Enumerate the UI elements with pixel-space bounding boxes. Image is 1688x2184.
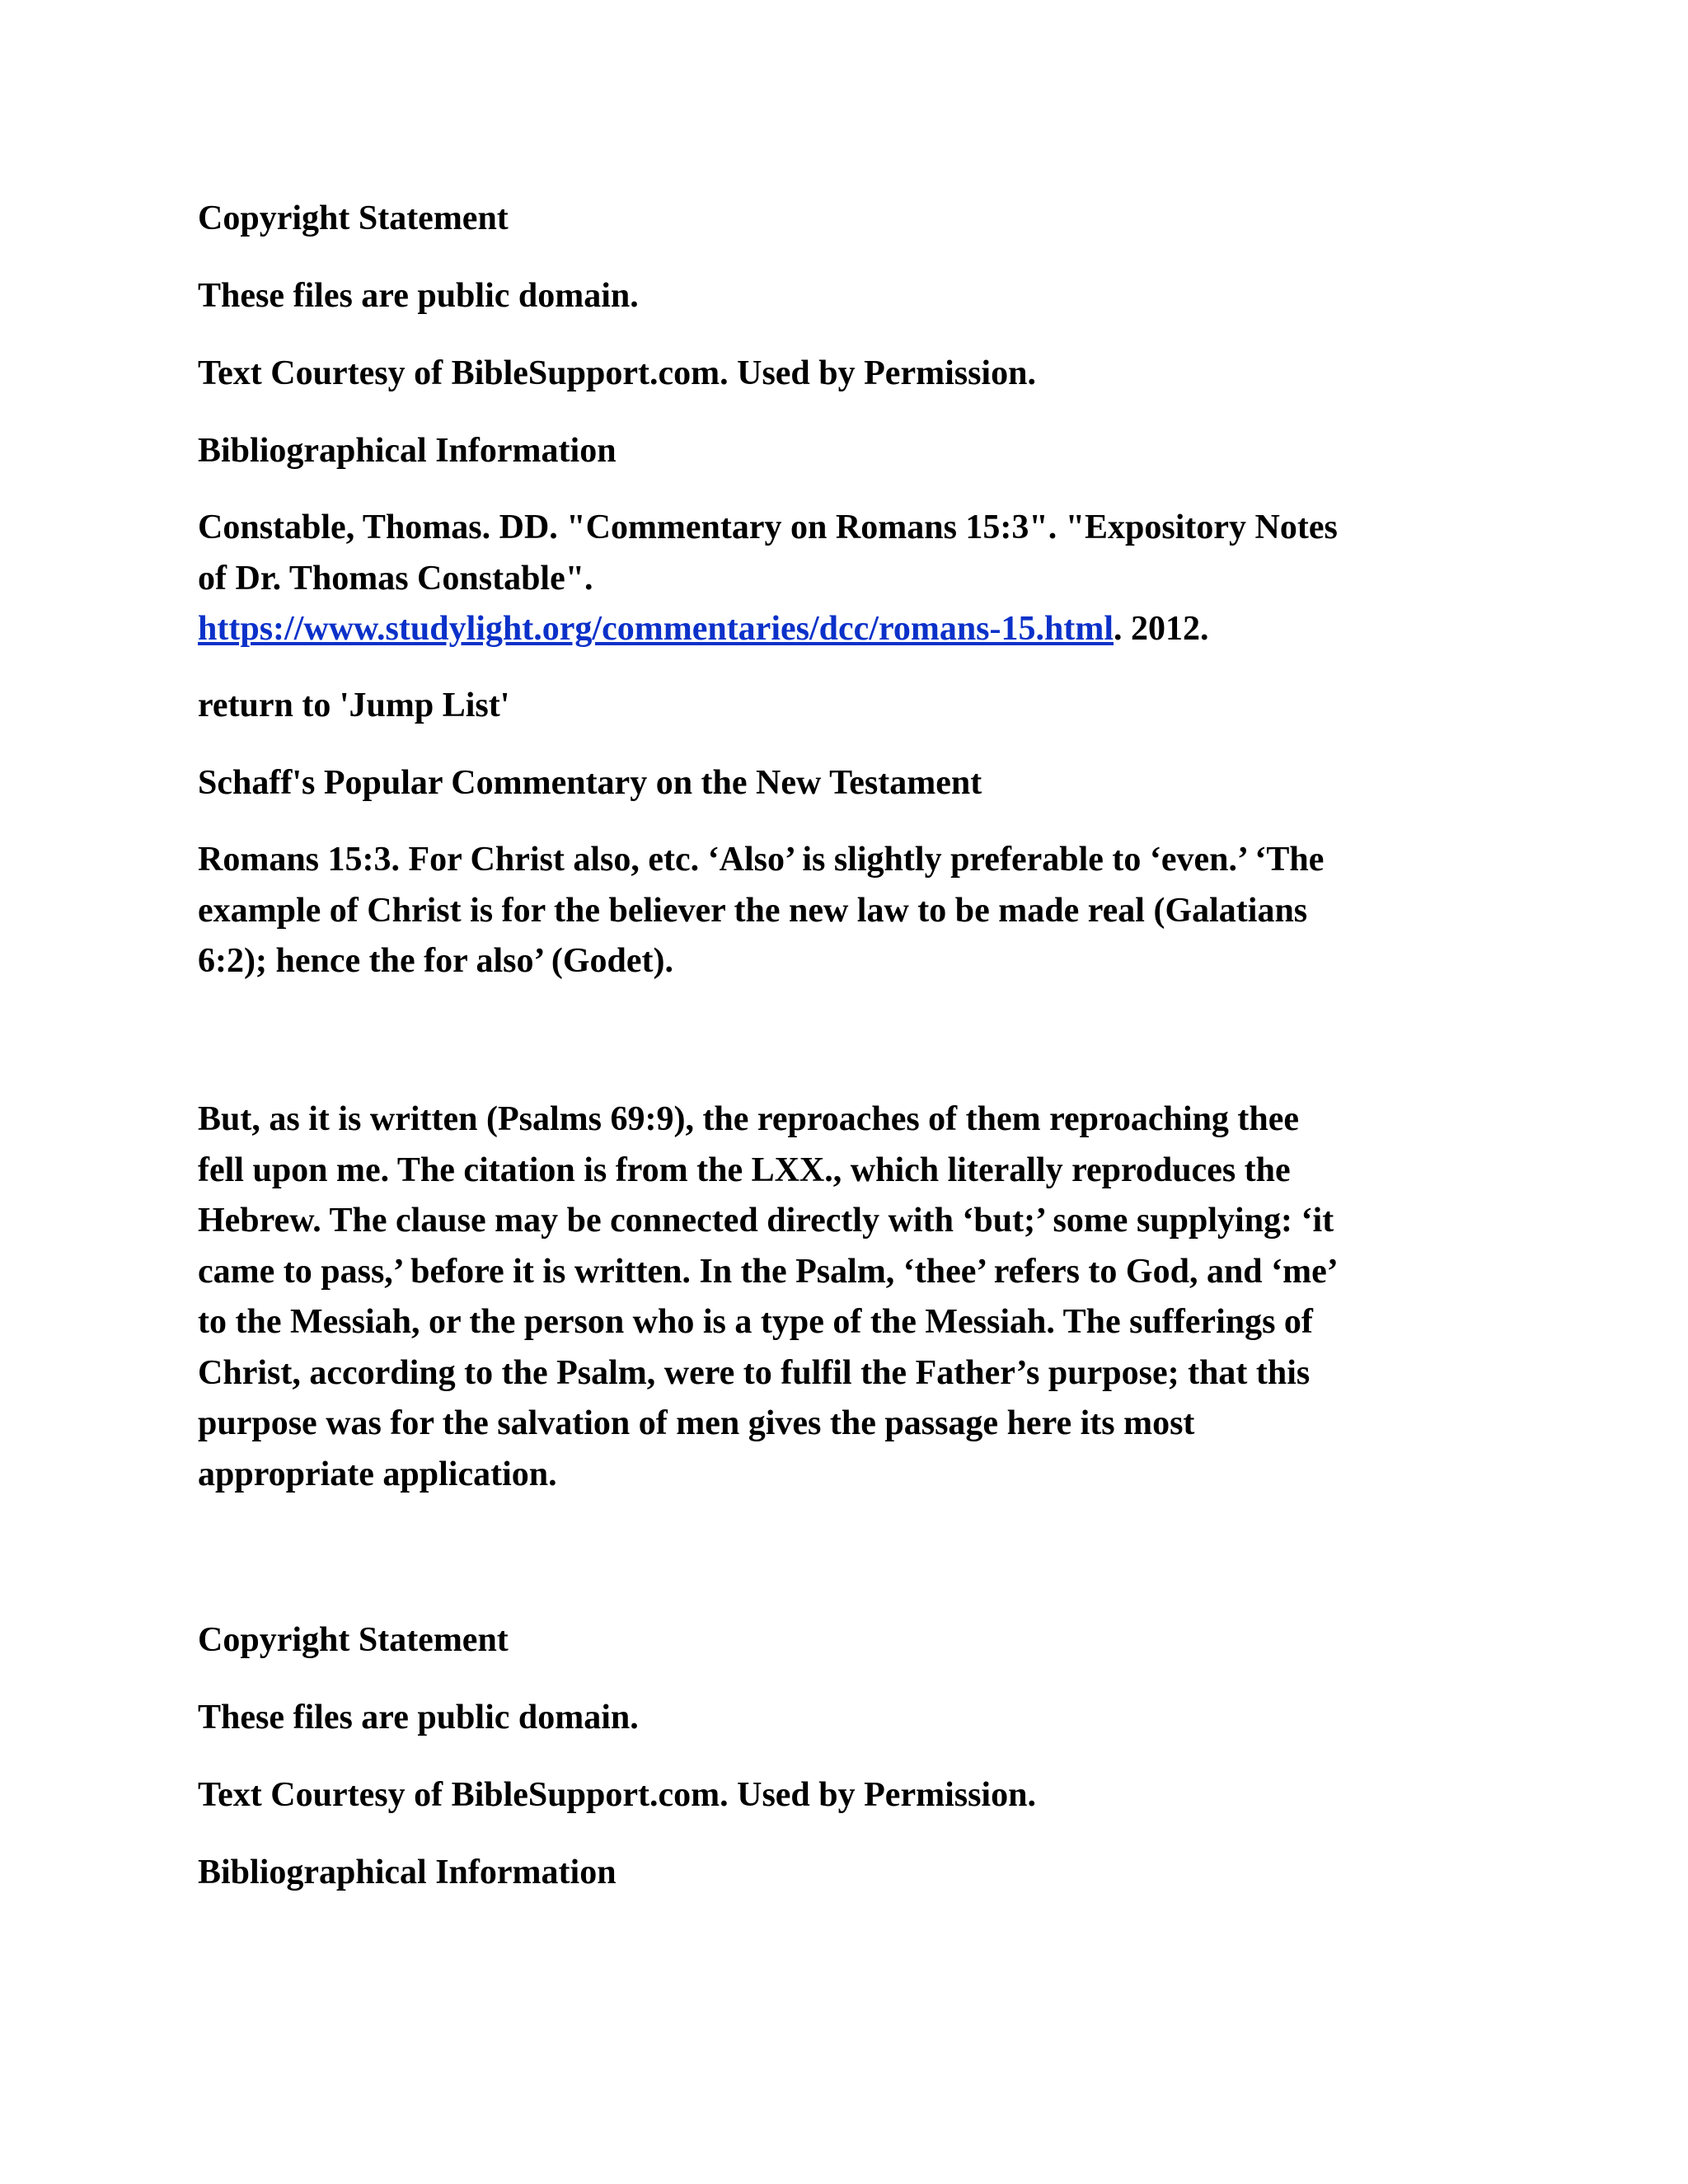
citation-line-1: Constable, Thomas. DD. "Commentary on Romans 15:3". "Expository Notes — [198, 509, 1338, 546]
bibliographical-heading-2: Bibliographical Information — [198, 1854, 617, 1891]
public-domain-statement-2: These files are public domain. — [198, 1699, 639, 1736]
commentary-paragraph-2 — [198, 1094, 1500, 1500]
citation-line-3 — [198, 604, 1500, 655]
paragraph-line: But, as it is written (Psalms 69:9), the reproaches of them reproaching thee — [198, 1100, 1300, 1138]
paragraph-line: fell upon me. The citation is from the LXX., which literally reproduces the — [198, 1151, 1291, 1189]
paragraph-line: appropriate application. — [198, 1455, 557, 1493]
courtesy-statement: Text Courtesy of BibleSupport.com. Used by Permission. — [198, 354, 1036, 392]
paragraph-line: Romans 15:3. For Christ also, etc. ‘Also’ is slightly preferable to ‘even.’ ‘The — [198, 841, 1325, 879]
citation-line-2: of Dr. Thomas Constable". — [198, 559, 593, 598]
courtesy-statement-2: Text Courtesy of BibleSupport.com. Used by Permission. — [198, 1776, 1036, 1814]
paragraph-line: example of Christ is for the believer the new law to be made real (Galatians — [198, 891, 1308, 930]
commentary-title: Schaff's Popular Commentary on the New Testament — [198, 764, 982, 802]
paragraph-line: to the Messiah, or the person who is a type of the Messiah. The sufferings of — [198, 1303, 1313, 1341]
paragraph-line: Christ, according to the Psalm, were to fulfil the Father’s purpose; that this — [198, 1353, 1311, 1392]
paragraph-line: 6:2); hence the for also’ (Godet). — [198, 942, 673, 980]
citation-link[interactable]: https://www.studylight.org/commentaries/dcc/romans-15.html — [198, 610, 1114, 648]
citation-year: . 2012. — [1114, 610, 1209, 648]
copyright-heading-2: Copyright Statement — [198, 1621, 509, 1659]
citation — [198, 503, 1500, 655]
copyright-heading: Copyright Statement — [198, 199, 509, 237]
commentary-paragraph-1 — [198, 835, 1500, 987]
public-domain-statement: These files are public domain. — [198, 277, 639, 315]
bibliographical-heading: Bibliographical Information — [198, 432, 617, 470]
paragraph-line: came to pass,’ before it is written. In the Psalm, ‘thee’ refers to God, and ‘me’ — [198, 1252, 1339, 1291]
paragraph-line: Hebrew. The clause may be connected directly with ‘but;’ some supplying: ‘it — [198, 1202, 1334, 1240]
paragraph-line: purpose was for the salvation of men gives the passage here its most — [198, 1404, 1195, 1442]
jump-list-link[interactable]: return to 'Jump List' — [198, 687, 510, 724]
